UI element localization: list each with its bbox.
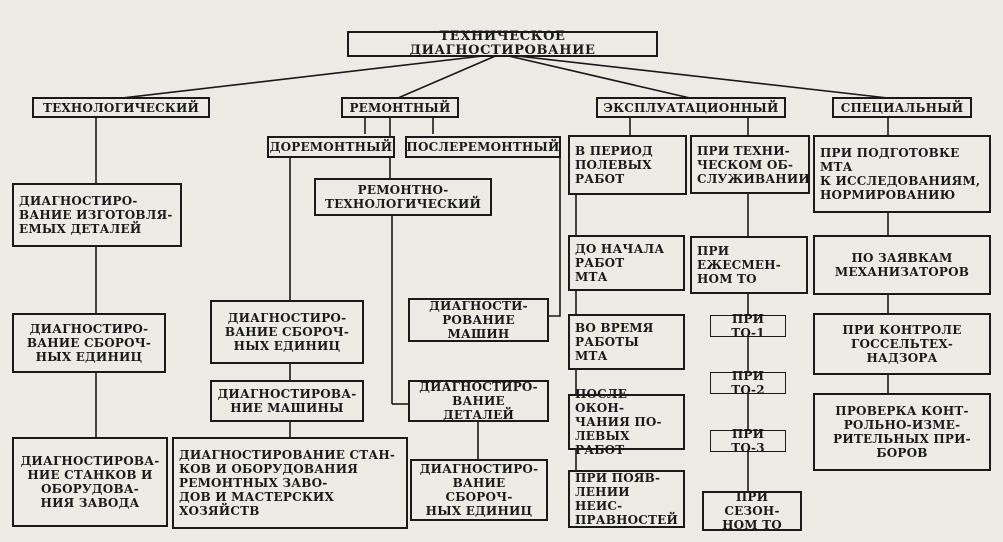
repair-post-machines-node: [408, 298, 549, 342]
op-after-label: ПОСЛЕ ОКОН- ЧАНИЯ ПО- ЛЕВЫХ РАБОТ: [575, 387, 662, 457]
spec-prep-node: [813, 135, 991, 213]
repair-rt-units-node: [410, 459, 548, 521]
op-season-label: ПРИ СЕЗОН- НОМ ТО: [722, 490, 782, 532]
spec-requests-label: ПО ЗАЯВКАМ МЕХАНИЗАТОРОВ: [834, 251, 970, 279]
tech-parts-label: ДИАГНОСТИРО- ВАНИЕ ИЗГОТОВЛЯ- ЕМЫХ ДЕТАЛЕЙ: [19, 194, 173, 236]
repair-pre-label: ДОРЕМОНТНЫЙ: [269, 140, 393, 154]
repair-post-node: [405, 136, 561, 158]
op-before-node: [568, 235, 685, 291]
repair-pre-machine-node: [210, 380, 364, 422]
op-field-label: В ПЕРИОД ПОЛЕВЫХ РАБОТ: [575, 144, 653, 186]
tech-units-label: ДИАГНОСТИРО- ВАНИЕ СБОРОЧ- НЫХ ЕДИНИЦ: [26, 322, 152, 364]
repair-pre-units-label: ДИАГНОСТИРО- ВАНИЕ СБОРОЧ- НЫХ ЕДИНИЦ: [224, 311, 350, 353]
repair-equipment-node: [172, 437, 408, 529]
tech-machines-label: ДИАГНОСТИРОВА- НИЕ СТАНКОВ И ОБОРУДОВА- НИЯ ЗАВОДА: [20, 454, 160, 510]
root-label: ТЕХНИЧЕСКОЕ ДИАГНОСТИРОВАНИЕ: [409, 29, 596, 58]
tech-machines-node: [12, 437, 168, 527]
repair-tech-node: [314, 178, 492, 216]
op-to3-label: ПРИ ТО-3: [731, 427, 765, 455]
op-before-label: ДО НАЧАЛА РАБОТ МТА: [575, 242, 665, 284]
repair-pre-machine-label: ДИАГНОСТИРОВА- НИЕ МАШИНЫ: [217, 387, 357, 415]
op-during-label: ВО ВРЕМЯ РАБОТЫ МТА: [575, 321, 654, 363]
spec-check-label: ПРОВЕРКА КОНТ- РОЛЬНО-ИЗМЕ- РИТЕЛЬНЫХ ПРИ- БОРОВ: [833, 404, 971, 460]
op-to1-label: ПРИ ТО-1: [731, 312, 765, 340]
spec-check-node: [813, 393, 991, 471]
category-operational-label: ЭКСПЛУАТАЦИОННЫЙ: [603, 100, 779, 115]
repair-post-machines-label: ДИАГНОСТИ- РОВАНИЕ МАШИН: [429, 299, 528, 341]
category-repair-label: РЕМОНТНЫЙ: [349, 100, 451, 115]
op-monthly-label: ПРИ ЕЖЕСМЕН- НОМ ТО: [697, 244, 781, 286]
op-to1-node: [710, 312, 786, 340]
op-to2-label: ПРИ ТО-2: [731, 369, 765, 397]
category-operational: [596, 97, 786, 118]
root-node: [347, 31, 658, 57]
op-season-node: [702, 491, 802, 531]
repair-pre-units-node: [210, 300, 364, 364]
spec-control-label: ПРИ КОНТРОЛЕ ГОССЕЛЬТЕХ- НАДЗОРА: [842, 323, 962, 365]
op-field-node: [568, 135, 687, 195]
category-technological-label: ТЕХНОЛОГИЧЕСКИЙ: [42, 100, 200, 115]
op-after-node: [568, 387, 685, 457]
op-faults-label: ПРИ ПОЯВ- ЛЕНИИ НЕИС- ПРАВНОСТЕЙ: [575, 471, 679, 527]
category-technological: [32, 97, 210, 118]
tech-units-node: [12, 313, 166, 373]
repair-tech-label: РЕМОНТНО- ТЕХНОЛОГИЧЕСКИЙ: [324, 183, 482, 211]
repair-pre-node: [267, 136, 395, 158]
category-special-label: СПЕЦИАЛЬНЫЙ: [840, 100, 964, 115]
spec-requests-node: [813, 235, 991, 295]
repair-rt-parts-label: ДИАГНОСТИРО- ВАНИЕ ДЕТАЛЕЙ: [419, 380, 538, 422]
repair-rt-units-label: ДИАГНОСТИРО- ВАНИЕ СБОРОЧ- НЫХ ЕДИНИЦ: [419, 462, 539, 518]
spec-prep-label: ПРИ ПОДГОТОВКЕ МТА К ИССЛЕДОВАНИЯМ, НОРМИРОВАНИЮ: [820, 146, 981, 202]
op-during-node: [568, 314, 685, 370]
tech-parts-node: [12, 183, 182, 247]
spec-control-node: [813, 313, 991, 375]
repair-post-label: ПОСЛЕРЕМОНТНЫЙ: [406, 140, 560, 154]
repair-rt-parts-node: [408, 380, 549, 422]
category-repair: [341, 97, 459, 118]
category-special: [832, 97, 972, 118]
op-monthly-node: [690, 236, 808, 294]
op-to2-node: [710, 369, 786, 397]
op-service-label: ПРИ ТЕХНИ- ЧЕСКОМ ОБ- СЛУЖИВАНИИ: [697, 143, 810, 186]
op-service-node: [690, 135, 810, 194]
op-to3-node: [710, 427, 786, 455]
op-faults-node: [568, 470, 685, 528]
repair-equipment-label: ДИАГНОСТИРОВАНИЕ СТАН- КОВ И ОБОРУДОВАНИЯ РЕМОНТНЫХ ЗАВО- ДОВ И МАСТЕРСКИХ ХОЗЯЙСТВ: [179, 448, 396, 518]
